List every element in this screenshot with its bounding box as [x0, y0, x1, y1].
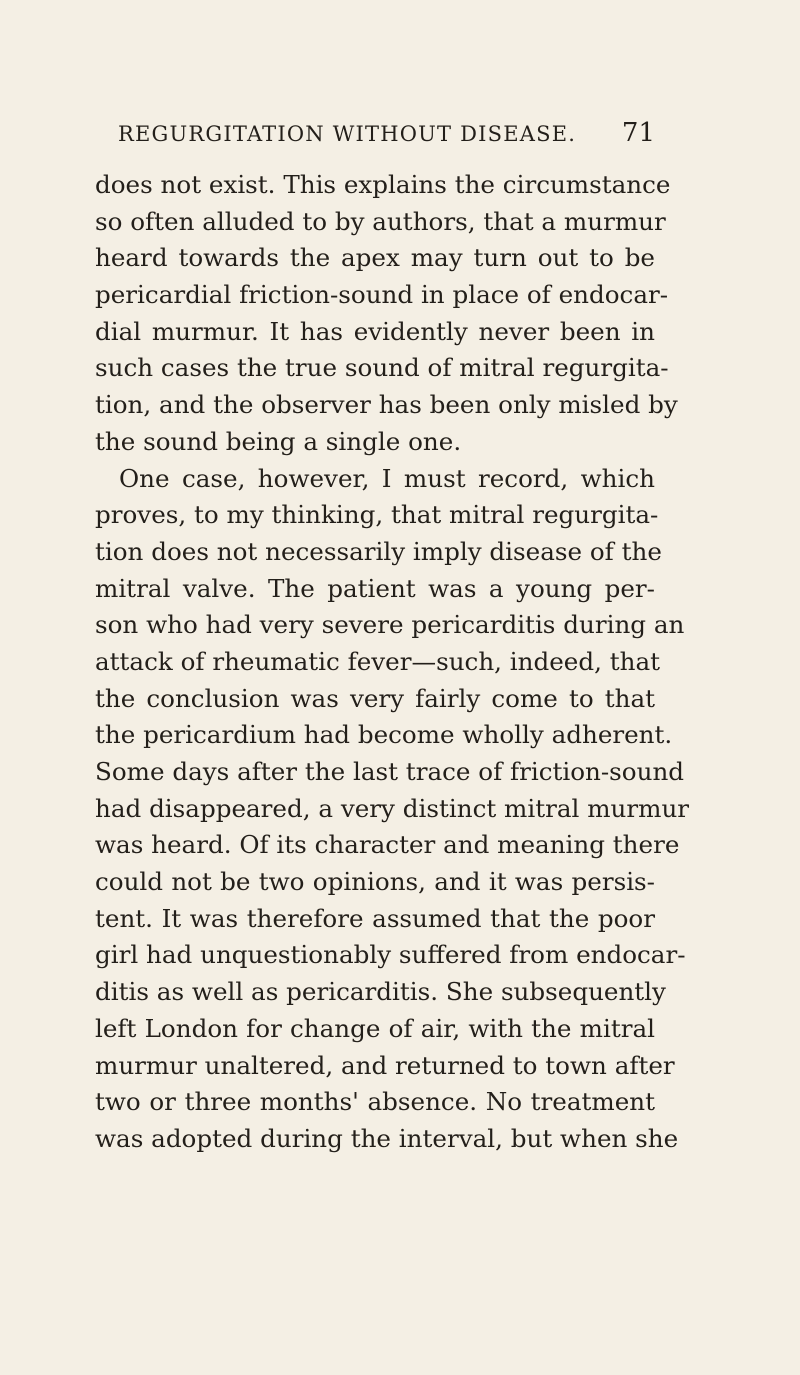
text-line: girl had unquestionably suffered from endocar-	[95, 940, 686, 970]
text-line: attack of rheumatic fever—such, indeed, that	[95, 646, 660, 676]
text-line: heard towards the apex may turn out to be	[95, 243, 655, 273]
text-line: the pericardium had become wholly adherent.	[95, 720, 673, 750]
text-line: murmur unaltered, and returned to town after	[95, 1050, 675, 1080]
page-number: 71	[621, 118, 655, 148]
text-line: pericardial friction-sound in place of endocar-	[95, 280, 669, 310]
text-line: tion, and the observer has been only misled by	[95, 390, 678, 420]
text-line: son who had very severe pericarditis during an	[95, 610, 685, 640]
text-line: could not be two opinions, and it was persis-	[95, 867, 655, 897]
paragraph-first-line: One case, however, I must record, which	[119, 463, 655, 493]
page-header	[118, 118, 655, 154]
text-line: tent. It was therefore assumed that the poor	[95, 903, 655, 933]
text-line: Some days after the last trace of friction-sound	[95, 757, 685, 786]
text-line: had disappeared, a very distinct mitral murmur	[95, 793, 690, 823]
running-head: REGURGITATION WITHOUT DISEASE.	[118, 122, 577, 146]
text-line: the conclusion was very fairly come to that	[95, 683, 655, 713]
text-line: ditis as well as pericarditis. She subsequently	[95, 977, 666, 1007]
text-line: left London for change of air, with the mitral	[95, 1013, 655, 1043]
paragraph-end-line: the sound being a single one.	[95, 426, 462, 456]
text-line: proves, to my thinking, that mitral regurgita-	[95, 500, 659, 530]
text-line: two or three months' absence. No treatment	[95, 1087, 655, 1117]
text-line: mitral valve. The patient was a young per-	[95, 573, 655, 603]
text-line: tion does not necessarily imply disease of the	[95, 536, 662, 566]
text-line: was heard. Of its character and meaning there	[95, 830, 680, 860]
text-line: such cases the true sound of mitral regurgita-	[95, 353, 669, 383]
text-line: so often alluded to by authors, that a murmur	[95, 206, 666, 236]
text-line: dial murmur. It has evidently never been in	[95, 316, 655, 346]
text-line: was adopted during the interval, but when she	[95, 1123, 679, 1153]
body-text	[95, 167, 690, 1158]
text-line: does not exist. This explains the circumstance	[95, 170, 671, 199]
